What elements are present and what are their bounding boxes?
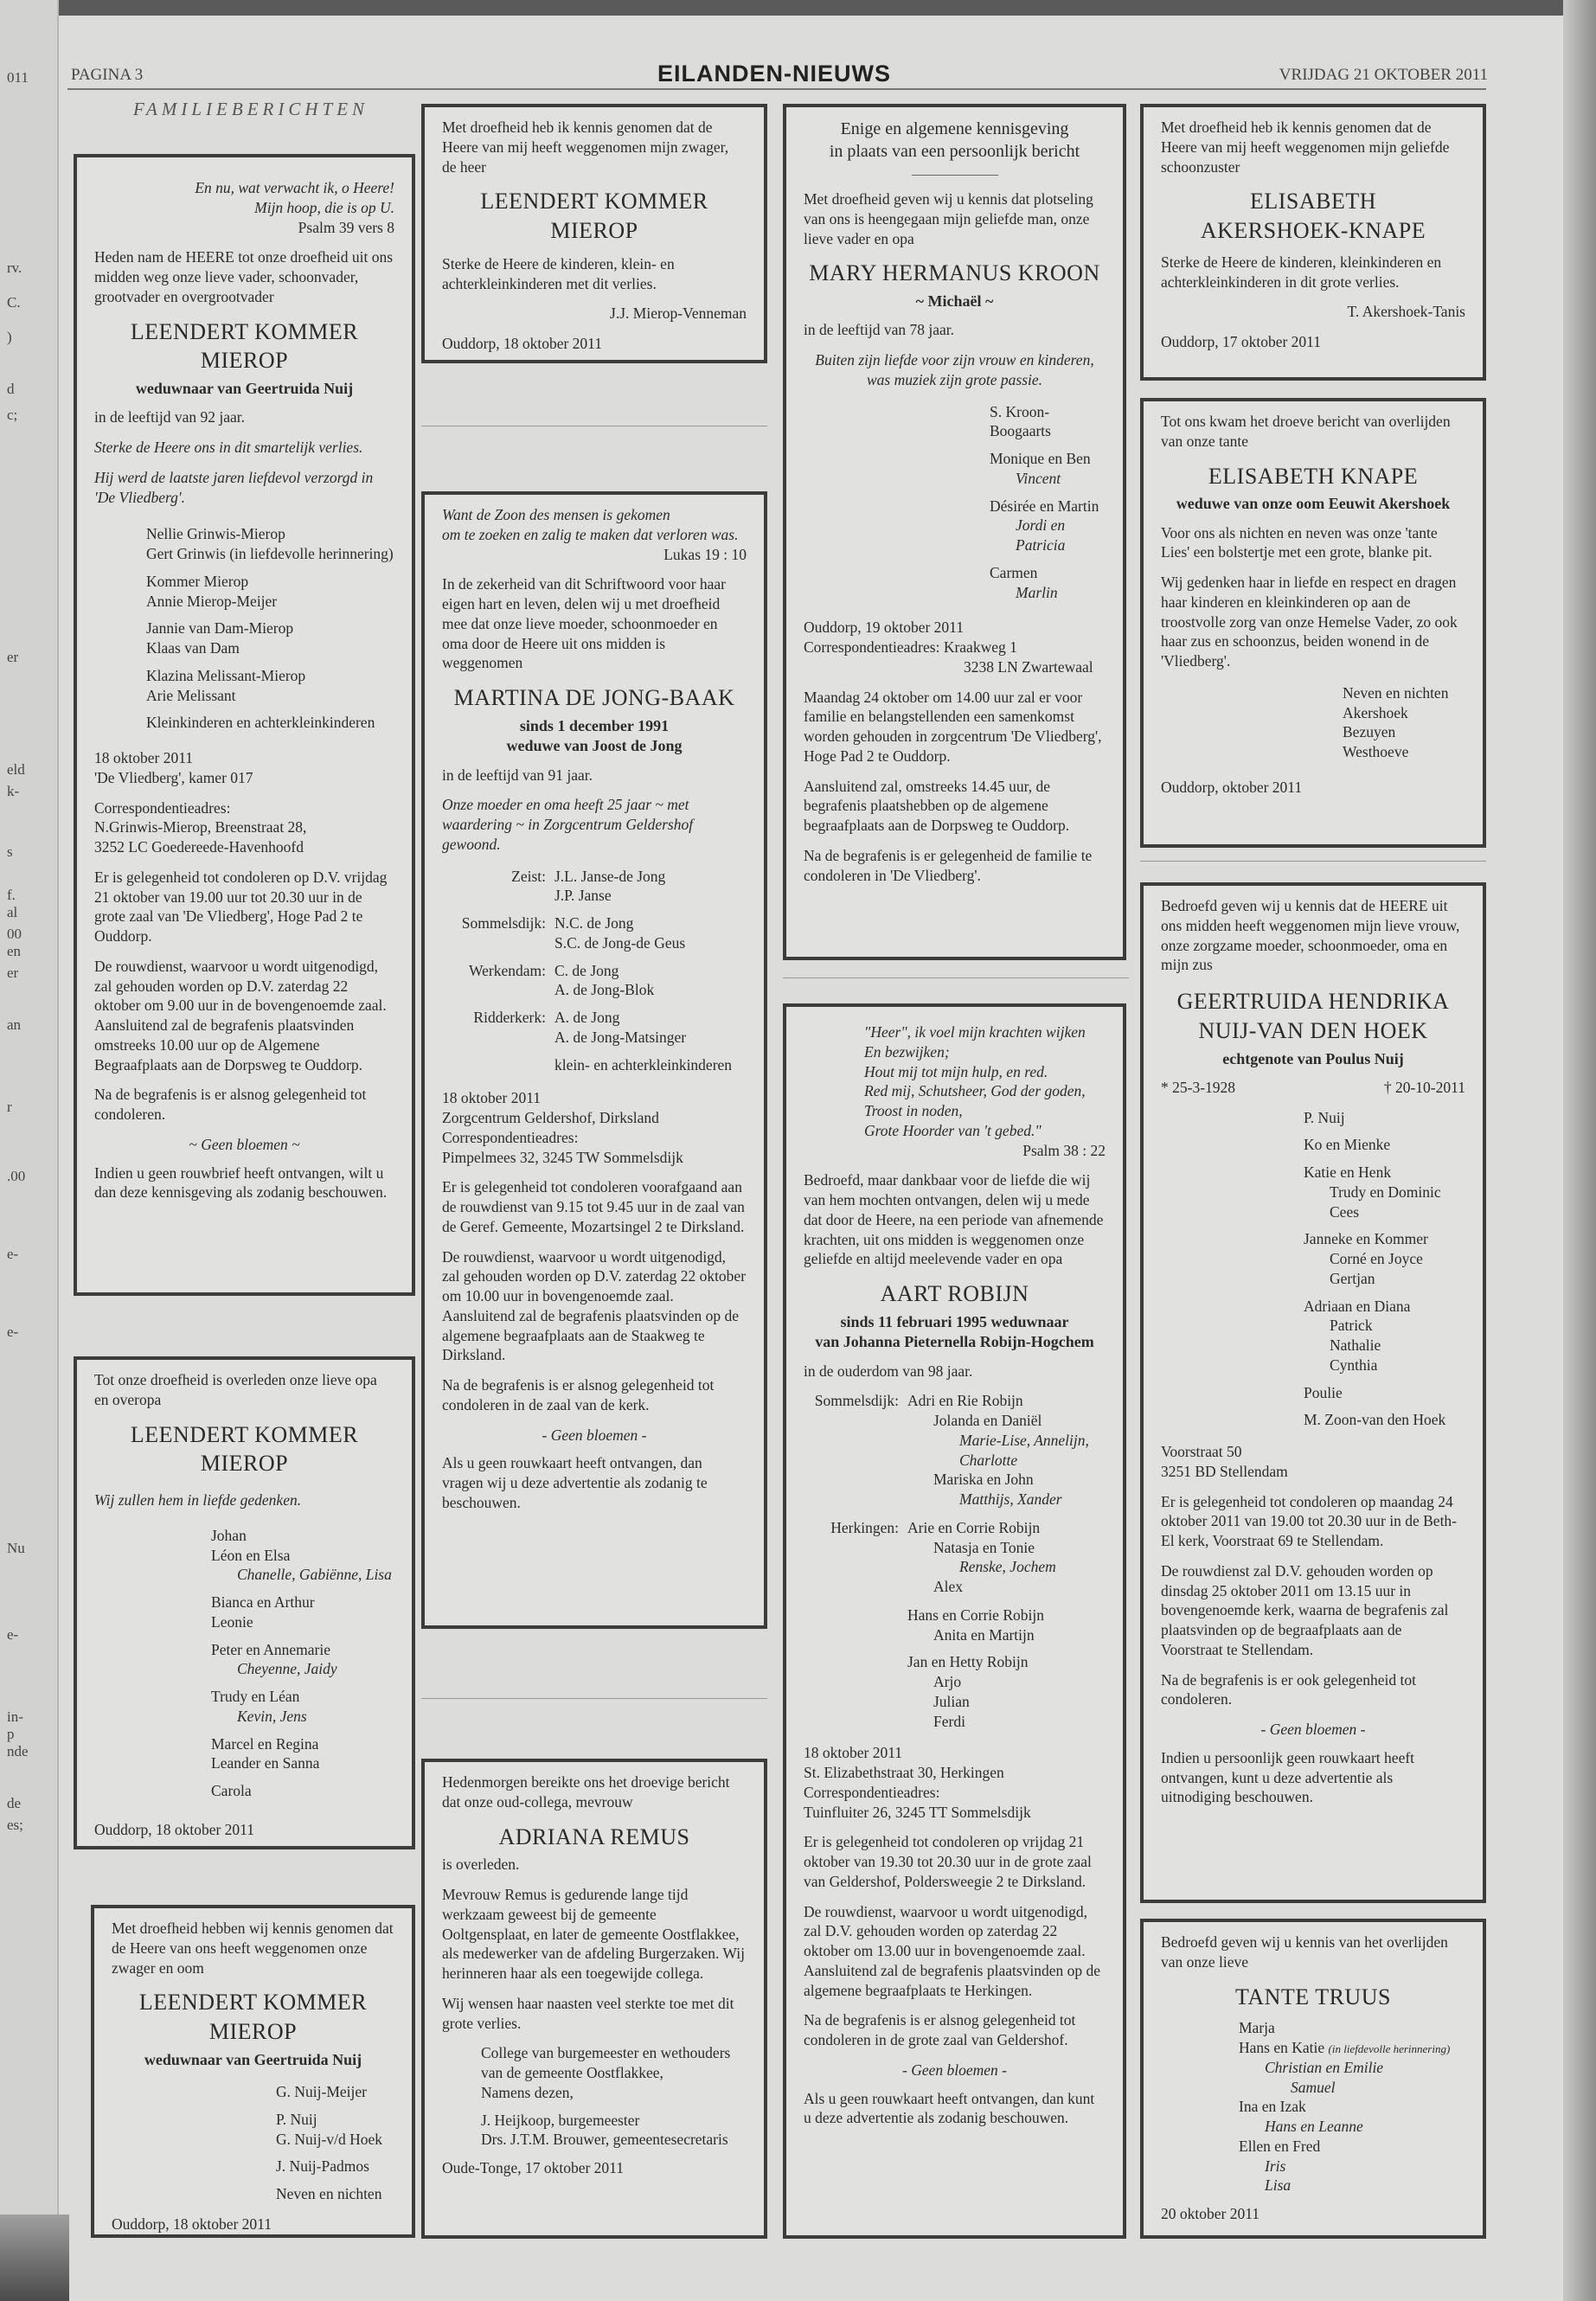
condolence-text: Er is gelegenheid tot condoleren op maandag 24 oktober 2011 van 19.00 tot 20.30 uur in de Beth-El kerk, Voorstraat 69 te Stellendam. xyxy=(1161,1492,1458,1550)
intro-text: Heden nam de HEERE tot onze droefheid uit ons midden weg onze lieve vader, schoonvader, grootvader en overgrootvader xyxy=(94,248,394,305)
family-member: Monique en Ben xyxy=(990,450,1091,468)
family-member: Westhoeve xyxy=(1343,743,1409,761)
family-member: Neven en nichten xyxy=(1343,683,1449,702)
family-member: C. de Jong xyxy=(554,961,619,979)
family-member: Jan en Hetty Robijn xyxy=(907,1653,1029,1671)
footer-place-date: Ouddorp, 17 oktober 2011 xyxy=(1161,333,1322,351)
family-member: Chanelle, Gabiënne, Lisa xyxy=(237,1566,392,1584)
family-member: Adriaan en Diana xyxy=(1304,1297,1411,1315)
family-member: Akershoek xyxy=(1343,703,1408,721)
intro-text: Met droefheid heb ik kennis genomen dat de Heere van mij heeft weggenomen mijn zwager, de heer xyxy=(442,119,729,176)
family-member: Mariska en John xyxy=(933,1471,1034,1489)
family-member: Alex xyxy=(933,1578,964,1596)
quote-line: Grote Hoorder van 't gebed." xyxy=(864,1121,1042,1139)
edge-fragment: r xyxy=(7,1099,12,1115)
age-text: in de leeftijd van 92 jaar. xyxy=(94,408,245,426)
separator xyxy=(1140,861,1486,862)
family-member: Ko en Mienke xyxy=(1304,1136,1391,1154)
notice-heading: in plaats van een persoonlijk bericht xyxy=(829,142,1080,161)
family-member: Peter en Annemarie xyxy=(211,1640,331,1658)
condolence-text: Er is gelegenheid tot condoleren op vrijdag 21 oktober van 19.30 tot 20.30 uur in de grote zaal van Geldershof, Poldersweegie 2 te Dirksland. xyxy=(804,1833,1092,1890)
section-title: FAMILIEBERICHTEN xyxy=(132,99,369,119)
family-member: Klaas van Dam xyxy=(146,639,240,657)
family-member: klein- en achterkleinkinderen xyxy=(554,1055,733,1074)
family-member: Ellen en Fred xyxy=(1239,2137,1321,2155)
service-text: De rouwdienst, waarvoor u wordt uitgenodigd, zal gehouden worden op D.V. zaterdag 22 oktober om 10.00 uur in bovengenoemde zaal. Aansluitend zal de begrafenis plaatsvinden op de algemene begraafplaats aan de Staakweg te Dirksland. xyxy=(442,1247,747,1364)
edge-fragment: f. xyxy=(7,887,16,903)
footer-place-date: 20 oktober 2011 xyxy=(1161,2205,1260,2223)
body-text: Na de begrafenis is er gelegenheid de familie te condoleren in 'De Vliedberg'. xyxy=(804,846,1093,884)
age-text: in de leeftijd van 91 jaar. xyxy=(442,766,593,784)
edge-fragment: an xyxy=(7,1016,22,1033)
family-group xyxy=(804,1518,1106,1597)
family-group xyxy=(804,1606,1106,1732)
edge-fragment: eld xyxy=(7,761,25,778)
no-flowers: ~ Geen bloemen ~ xyxy=(189,1135,300,1153)
family-member: Marcel en Regina xyxy=(211,1734,319,1753)
edge-fragment: in- xyxy=(7,1708,23,1725)
family-member: Bezuyen xyxy=(1343,723,1396,741)
family-member: Carola xyxy=(211,1782,252,1800)
after-burial-text: Na de begrafenis is er alsnog gelegenheid tot condoleren in de zaal van de kerk. xyxy=(442,1376,715,1413)
issue-date: VRIJDAG 21 OKTOBER 2011 xyxy=(1279,66,1488,84)
deceased-name: AKERSHOEK-KNAPE xyxy=(1200,218,1426,244)
no-flowers: - Geen bloemen - xyxy=(1260,1721,1366,1739)
deceased-name: ELISABETH xyxy=(1249,189,1377,215)
family-member: Iris xyxy=(1265,2157,1286,2175)
correspondence-label: Correspondentieadres: xyxy=(442,1128,579,1146)
quote-line: Mijn hoop, die is op U. xyxy=(254,198,394,216)
edge-fragment: c; xyxy=(7,407,18,423)
deceased-subtitle: weduwe van onze oom Eeuwit Akershoek xyxy=(1176,495,1451,513)
deceased-subtitle: weduwnaar van Geertruida Nuij xyxy=(135,380,354,398)
obituary-tante-truus xyxy=(1140,1919,1486,2239)
family-member: Jannie van Dam-Mierop xyxy=(146,619,294,638)
address: 3251 BD Stellendam xyxy=(1161,1462,1288,1480)
edge-fragment: es; xyxy=(7,1817,23,1833)
age-text: in de ouderdom van 98 jaar. xyxy=(804,1362,973,1380)
family-member: Kevin, Jens xyxy=(237,1707,307,1725)
correspondence-address: N.Grinwis-Mierop, Breenstraat 28, xyxy=(94,818,307,836)
family-member: Neven en nichten xyxy=(276,2185,382,2203)
obituary-nuij-van-den-hoek xyxy=(1140,882,1486,1903)
quote-line: En bezwijken; xyxy=(864,1042,950,1061)
intro-text: Met droefheid heb ik kennis genomen dat de Heere van mij heeft weggenomen mijn geliefde schoonzuster xyxy=(1161,119,1450,176)
signature-block xyxy=(442,2043,747,2150)
family-member: Bianca en Arthur xyxy=(211,1593,315,1612)
condolence-text: Er is gelegenheid tot condoleren voorafgaand aan de rouwdienst van 9.15 tot 9.45 uur in de zaal van de Geref. Gemeente, Mozartsingel 2 te Dirksland. xyxy=(442,1178,745,1235)
deceased-name: NUIJ-VAN DEN HOEK xyxy=(1198,1017,1428,1043)
edge-fragment: ) xyxy=(7,329,12,345)
deceased-name: ADRIANA REMUS xyxy=(498,1823,690,1849)
family-location: Zeist: xyxy=(511,867,546,885)
family-member: J.L. Janse-de Jong xyxy=(554,867,666,885)
deceased-name: MARTINA DE JONG-BAAK xyxy=(453,685,735,710)
family-note: (in liefdevolle herinnering) xyxy=(1328,2042,1451,2056)
page-number: PAGINA 3 xyxy=(71,66,144,84)
family-member: Natasja en Tonie xyxy=(933,1538,1035,1556)
edge-fragment: de xyxy=(7,1795,22,1811)
family-list xyxy=(94,524,394,733)
service-text: De rouwdienst zal D.V. gehouden worden op dinsdag 25 oktober 2011 om 13.15 uur in bovengenoemde kerk, waarna de begrafenis zal plaatsvinden op de begraafplaats aan de Voorstraat te Stellendam. xyxy=(1161,1561,1449,1658)
correspondence-address: Pimpelmees 32, 3245 TW Sommelsdijk xyxy=(442,1148,683,1166)
family-member: Trudy en Dominic xyxy=(1330,1183,1441,1201)
intro-text: Met droefheid geven wij u kennis dat plotseling van ons is heengegaan mijn geliefde man, onze lieve vader en opa xyxy=(804,190,1093,247)
obituary-knape-nephews xyxy=(1140,398,1486,848)
quote-line: Hout mij tot mijn hulp, en red. xyxy=(864,1062,1048,1080)
family-list xyxy=(94,1526,394,1801)
intro-text: Tot onze droefheid is overleden onze lieve opa en overopa xyxy=(94,1371,377,1408)
family-member: Ferdi xyxy=(933,1712,965,1730)
footer-place-date: Ouddorp, 18 oktober 2011 xyxy=(94,1820,255,1838)
edge-fragment: 011 xyxy=(7,69,29,86)
note-text: Als u geen rouwkaart heeft ontvangen, dan vragen wij u deze advertentie als zodanig te beschouwen. xyxy=(442,1454,708,1511)
family-member: Matthijs, Xander xyxy=(959,1490,1062,1509)
family-member: Hans en Leanne xyxy=(1265,2118,1363,2136)
family-member: J. Nuij-Padmos xyxy=(276,2157,369,2176)
family-member: G. Nuij-v/d Hoek xyxy=(276,2130,382,2148)
family-member: Arie Melissant xyxy=(146,686,236,704)
after-burial-text: Na de begrafenis is er ook gelegenheid tot condoleren. xyxy=(1161,1670,1416,1708)
correspondence-address: 3238 LN Zwartewaal xyxy=(964,657,1093,676)
family-member: Nellie Grinwis-Mierop xyxy=(146,525,285,543)
family-member: S. Kroon-Boogaarts xyxy=(990,402,1051,440)
edge-fragment: k- xyxy=(7,783,20,799)
obituary-robijn xyxy=(783,1003,1126,2239)
family-member: Gert Grinwis (in liefdevolle herinnering) xyxy=(146,545,394,563)
correspondence-address: 3252 LC Goedereede-Havenhoofd xyxy=(94,838,304,856)
intro-text: Bedroefd, maar dankbaar voor de liefde die wij van hem mochten ontvangen, delen wij u mede dat door de Heere, na een periode van afnemende krachten, uit ons midden is weggenomen onze geliefde en altijd meelevende vader en opa xyxy=(804,1171,1104,1268)
family-member: Jordi en Patricia xyxy=(1016,516,1066,554)
family-member: Kleinkinderen en achterkleinkinderen xyxy=(146,714,375,732)
family-member: Vincent xyxy=(1016,469,1061,487)
family-member: Julian xyxy=(933,1692,970,1710)
quote-line: om te zoeken en zalig te maken dat verloren was. xyxy=(442,525,739,543)
family-member: Renske, Jochem xyxy=(959,1558,1056,1576)
family-member: Adri en Rie Robijn xyxy=(907,1392,1023,1410)
edge-fragment: al xyxy=(7,904,18,920)
family-location: Werkendam: xyxy=(469,961,546,979)
italic-text: Sterke de Heere ons in dit smartelijk verlies. xyxy=(94,439,363,457)
italic-text: Onze moeder en oma heeft 25 jaar ~ met waardering ~ in Zorgcentrum Geldershof gewoond. xyxy=(442,796,694,853)
family-member: Leander en Sanna xyxy=(211,1754,320,1772)
quote-line: Red mij, Schutsheer, God der goden, xyxy=(864,1082,1086,1100)
deceased-subtitle: echtgenote van Poulus Nuij xyxy=(1222,1049,1404,1067)
deceased-subtitle: sinds 1 december 1991 xyxy=(519,716,670,734)
birth-date: * 25-3-1928 xyxy=(1161,1078,1236,1096)
family-member: Marja xyxy=(1239,2019,1275,2037)
family-member: Johan xyxy=(211,1526,247,1544)
edge-fragment: er xyxy=(7,649,19,665)
deceased-nickname: ~ Michaël ~ xyxy=(915,292,994,311)
deceased-name: MARY HERMANUS KROON xyxy=(809,260,1100,286)
scan-shadow xyxy=(0,2214,69,2301)
body-text: is overleden. xyxy=(442,1856,520,1874)
intro-text: Bedroefd geven wij u kennis van het overlijden van onze lieve xyxy=(1161,1933,1448,1971)
signature: Namens dezen, xyxy=(481,2083,574,2101)
family-location: Ridderkerk: xyxy=(473,1009,546,1027)
italic-text: Wij zullen hem in liefde gedenken. xyxy=(94,1491,302,1509)
body-text: Maandag 24 oktober om 14.00 uur zal er voor familie en belangstellenden een samenkomst worden gehouden in zorgcentrum 'De Vliedberg', Hoge Pad 2 te Ouddorp. xyxy=(804,688,1102,765)
intro-text: Bedroefd geven wij u kennis dat de HEERE uit ons midden heeft weggenomen mijn lieve vrouw, onze zorgzame moeder, schoonmoeder, oma en mijn zus xyxy=(1161,897,1460,974)
family-member: Ina en Izak xyxy=(1239,2098,1306,2116)
address: St. Elizabethstraat 30, Herkingen xyxy=(804,1764,1004,1782)
edge-fragment: e- xyxy=(7,1324,19,1340)
family-member: Janneke en Kommer xyxy=(1304,1230,1428,1248)
body-text: Sterke de Heere de kinderen, kleinkinderen en achterkleinkinderen in dit grote verlies. xyxy=(1161,253,1442,291)
edge-fragment: p xyxy=(7,1726,15,1742)
family-list xyxy=(112,2082,394,2204)
family-member: Cees xyxy=(1330,1202,1360,1221)
obituary-remus xyxy=(421,1759,767,2239)
deceased-name: LEENDERT KOMMER MIEROP xyxy=(138,1990,368,2045)
edge-fragment: d xyxy=(7,381,15,397)
note-text: Indien u persoonlijk geen rouwkaart heeft ontvangen, kunt u deze advertentie als uitnodiging beschouwen. xyxy=(1161,1748,1415,1806)
edge-fragment: .00 xyxy=(7,1168,26,1184)
quote-line: Want de Zoon des mensen is gekomen xyxy=(442,506,670,523)
notice-heading: Enige en algemene kennisgeving xyxy=(840,119,1069,138)
footer-place-date: Ouddorp, oktober 2011 xyxy=(1161,778,1303,796)
place: 'De Vliedberg', kamer 017 xyxy=(94,768,253,786)
quote-reference: Psalm 39 vers 8 xyxy=(298,218,394,236)
body-text: Wij gedenken haar in liefde en respect en dragen haar kinderen en kleinkinderen op aan de troostvolle zorg van onze Hemelse Vader, zo ook haar zus en schoonzus, beiden wonend in de 'Vliedberg'. xyxy=(1161,574,1458,670)
deceased-name: TANTE TRUUS xyxy=(1235,1984,1391,2009)
family-member: N.C. de Jong xyxy=(554,914,634,933)
date: 18 oktober 2011 xyxy=(804,1744,903,1762)
newspaper-title: EILANDEN-NIEUWS xyxy=(657,61,891,87)
italic-text: Hij werd de laatste jaren liefdevol verzorgd in 'De Vliedberg'. xyxy=(94,468,374,506)
edge-fragment: Nu xyxy=(7,1540,25,1556)
family-member: Hans en Katie xyxy=(1239,2039,1325,2057)
obituary-kroon xyxy=(783,104,1126,960)
deceased-subtitle: sinds 11 februari 1995 weduwnaar xyxy=(840,1312,1069,1330)
quote-reference: Lukas 19 : 10 xyxy=(663,545,747,563)
edge-fragment: s xyxy=(7,843,13,860)
family-member: Jolanda en Daniël xyxy=(933,1412,1042,1430)
condolence-text: Er is gelegenheid tot condoleren op D.V. vrijdag 21 oktober van 19.00 uur tot 20.30 uur in de grote zaal van 'De Vliedberg', Hoge Pad 2 te Ouddorp. xyxy=(94,868,388,945)
age-text: in de leeftijd van 78 jaar. xyxy=(804,321,954,339)
no-flowers: - Geen bloemen - xyxy=(542,1426,647,1444)
edge-fragment: e- xyxy=(7,1246,19,1262)
correspondence-label: Correspondentieadres: xyxy=(94,798,231,817)
place-date: Ouddorp, 19 oktober 2011 xyxy=(804,619,965,637)
family-member: M. Zoon-van den Hoek xyxy=(1304,1411,1446,1429)
family-member: Marlin xyxy=(1016,583,1058,601)
family-member: Anita en Martijn xyxy=(933,1625,1035,1644)
family-member: Kommer Mierop xyxy=(146,572,249,590)
header-rule xyxy=(67,88,1486,90)
intro-text: Hedenmorgen bereikte ons het droevige bericht dat onze oud-collega, mevrouw xyxy=(442,1773,730,1811)
signature: College van burgemeester en wethouders xyxy=(481,2044,731,2062)
family-member: Arie en Corrie Robijn xyxy=(907,1518,1041,1536)
obituary-mierop-in-laws xyxy=(91,1905,415,2238)
edge-fragment: C. xyxy=(7,294,21,311)
family-member: Désirée en Martin xyxy=(990,497,1099,515)
after-burial-text: Na de begrafenis is er alsnog gelegenheid tot condoleren in de grote zaal van Geldershof. xyxy=(804,2011,1076,2049)
family-location: Herkingen: xyxy=(830,1518,899,1536)
family-member: Léon en Elsa xyxy=(211,1546,291,1564)
family-location: Sommelsdijk: xyxy=(461,914,546,933)
italic-text: Buiten zijn liefde voor zijn vrouw en kinderen, was muziek zijn grote passie. xyxy=(815,351,1094,388)
left-page-edge xyxy=(0,0,59,2301)
deceased-name: GEERTRUIDA HENDRIKA xyxy=(1176,989,1450,1014)
correspondence-address: Tuinfluiter 26, 3245 TT Sommelsdijk xyxy=(804,1803,1031,1821)
family-member: Klazina Melissant-Mierop xyxy=(146,666,306,684)
note-text: Indien u geen rouwbrief heeft ontvangen, wilt u dan deze kennisgeving als zodanig beschouwen. xyxy=(94,1163,388,1202)
deceased-name: AART ROBIJN xyxy=(880,1281,1029,1306)
signature: T. Akershoek-Tanis xyxy=(1347,303,1465,321)
date: 18 oktober 2011 xyxy=(442,1089,542,1107)
signature: van de gemeente Oostflakkee, xyxy=(481,2064,663,2082)
after-burial-text: Na de begrafenis is er alsnog gelegenheid tot condoleren. xyxy=(94,1086,367,1124)
family-member: Cynthia xyxy=(1330,1356,1378,1374)
intro-text: Met droefheid hebben wij kennis genomen dat de Heere van ons heeft weggenomen onze zwager en oom xyxy=(112,1920,394,1977)
family-member: Christian en Emilie xyxy=(1265,2058,1384,2076)
service-text: De rouwdienst, waarvoor u wordt uitgenodigd, zal D.V. gehouden worden op zaterdag 22 oktober om 13.00 uur in bovengenoemde zaal. Aansluitend zal de begrafenis plaatsvinden op de algemene begraafplaats te Herkingen. xyxy=(804,1902,1101,1999)
signature: J.J. Mierop-Venneman xyxy=(610,304,747,323)
family-member: A. de Jong-Matsinger xyxy=(554,1028,687,1046)
place: Zorgcentrum Geldershof, Dirksland xyxy=(442,1109,659,1127)
family-member: A. de Jong xyxy=(554,1009,620,1027)
quote-line: "Heer", ik voel mijn krachten wijken xyxy=(864,1023,1086,1041)
family-member: Trudy en Léan xyxy=(211,1688,300,1706)
deceased-subtitle: weduwe van Joost de Jong xyxy=(506,737,683,755)
family-member: Patrick xyxy=(1330,1317,1373,1335)
separator xyxy=(421,1698,767,1699)
intro-text: Tot ons kwam het droeve bericht van overlijden van onze tante xyxy=(1161,413,1451,450)
family-member: Annie Mierop-Meijer xyxy=(146,592,278,610)
family-member: Hans en Corrie Robijn xyxy=(907,1606,1044,1624)
footer-place-date: Ouddorp, 18 oktober 2011 xyxy=(442,335,603,353)
quote-reference: Psalm 38 : 22 xyxy=(1022,1141,1106,1159)
note-text: Als u geen rouwkaart heeft ontvangen, dan kunt u deze advertentie als zodanig beschouwen. xyxy=(804,2089,1095,2127)
deceased-subtitle: van Johanna Pieternella Robijn-Hogchem xyxy=(815,1333,1094,1351)
family-group xyxy=(804,1391,1106,1509)
family-member: Cheyenne, Jaidy xyxy=(237,1660,337,1678)
family-list xyxy=(442,867,747,1075)
date: 18 oktober 2011 xyxy=(94,749,194,767)
body-text: Voor ons als nichten en neven was onze 'tante Lies' een bolstertje met een grote, blanke pit. xyxy=(1161,523,1438,561)
family-list xyxy=(1161,1108,1465,1431)
separator xyxy=(783,977,1129,978)
obituary-mierop-grandchildren xyxy=(74,1356,415,1849)
family-location: Sommelsdijk: xyxy=(814,1392,899,1410)
intro-text: In de zekerheid van dit Schriftwoord voor haar eigen hart en leven, delen wij u met droefheid mee dat onze lieve moeder, schoonmoeder en oma door de Heere uit ons midden is weggenomen xyxy=(442,575,727,672)
family-member: P. Nuij xyxy=(1304,1108,1345,1126)
body-text: Sterke de Heere de kinderen, klein- en achterkleinkinderen met dit verlies. xyxy=(442,254,675,292)
footer-place-date: Ouddorp, 18 oktober 2011 xyxy=(112,2214,272,2233)
edge-fragment: e- xyxy=(7,1626,19,1643)
body-text: Wij wensen haar naasten veel sterkte toe met dit grote verlies. xyxy=(442,1994,734,2032)
family-member: Marie-Lise, Annelijn, Charlotte xyxy=(959,1431,1089,1469)
family-member: A. de Jong-Blok xyxy=(554,981,655,999)
obituary-mierop-sister-in-law xyxy=(421,104,767,363)
deceased-name: LEENDERT KOMMER MIEROP xyxy=(130,318,359,374)
footer-place-date: Oude-Tonge, 17 oktober 2011 xyxy=(442,2159,625,2177)
edge-fragment: en xyxy=(7,943,22,959)
obituary-de-jong-baak xyxy=(421,491,767,1629)
deceased-name: LEENDERT KOMMER MIEROP xyxy=(480,189,708,244)
edge-fragment: 00 xyxy=(7,926,22,942)
family-list xyxy=(804,402,1106,603)
obituary-akershoek-knape-sister-in-law xyxy=(1140,104,1486,381)
family-member: Lisa xyxy=(1265,2176,1292,2195)
deceased-subtitle: weduwnaar van Geertruida Nuij xyxy=(144,2050,362,2068)
family-list xyxy=(1161,683,1465,762)
family-member: Katie en Henk xyxy=(1304,1163,1392,1182)
scan-border-top xyxy=(0,0,1596,16)
edge-fragment: nde xyxy=(7,1743,29,1759)
right-page-edge xyxy=(1563,0,1596,2301)
signature: Drs. J.T.M. Brouwer, gemeentesecretaris xyxy=(481,2131,728,2149)
body-text: Aansluitend zal, omstreeks 14.45 uur, de begrafenis plaatshebben op de algemene begraafplaats aan de Dorpsweg te Ouddorp. xyxy=(804,777,1070,835)
obituary-mierop-children xyxy=(74,154,415,1296)
family-member: P. Nuij xyxy=(276,2110,317,2128)
family-member: Samuel xyxy=(1291,2078,1336,2096)
address: Voorstraat 50 xyxy=(1161,1443,1242,1461)
family-member: Poulie xyxy=(1304,1383,1343,1401)
correspondence-address: Correspondentieadres: Kraakweg 1 xyxy=(804,638,1017,657)
edge-fragment: rv. xyxy=(7,260,22,276)
family-member: Carmen xyxy=(990,563,1038,581)
family-member: J.P. Janse xyxy=(554,887,612,905)
quote-line: En nu, wat verwacht ik, o Heere! xyxy=(195,179,394,196)
service-text: De rouwdienst, waarvoor u wordt uitgenodigd, zal gehouden worden op D.V. zaterdag 22 oktober om 9.00 uur in de bovengenoemde zaal. Aansluitend zal de begrafenis plaatsvinden omstreeks 10.00 uur op de Algemene Begraafplaats aan de Dorpsweg te Ouddorp. xyxy=(94,957,387,1074)
family-member: Leonie xyxy=(211,1612,253,1631)
edge-fragment: er xyxy=(7,965,19,981)
death-date: † 20-10-2011 xyxy=(1383,1078,1465,1096)
family-member: Gertjan xyxy=(1330,1269,1375,1287)
deceased-name: LEENDERT KOMMER MIEROP xyxy=(130,1421,359,1477)
family-list xyxy=(1161,2018,1465,2195)
family-member: Corné en Joyce xyxy=(1330,1250,1423,1268)
no-flowers: - Geen bloemen - xyxy=(902,2061,1007,2079)
divider xyxy=(912,175,998,176)
family-member: Nathalie xyxy=(1330,1336,1381,1355)
body-text: Mevrouw Remus is gedurende lange tijd werkzaam geweest bij de gemeente Ooltgensplaat, en later de gemeente Oostflakkee, als medewerker van de afdeling Burgerzaken. Wij herinneren haar als een toegewijde collega. xyxy=(442,1886,745,1983)
deceased-name: ELISABETH KNAPE xyxy=(1208,463,1419,489)
correspondence-label: Correspondentieadres: xyxy=(804,1783,940,1801)
family-member: G. Nuij-Meijer xyxy=(276,2083,367,2101)
quote-line: Troost in noden, xyxy=(864,1102,963,1119)
family-member: S.C. de Jong-de Geus xyxy=(554,933,686,952)
family-member: Arjo xyxy=(933,1673,962,1691)
signature: J. Heijkoop, burgemeester xyxy=(481,2111,640,2129)
